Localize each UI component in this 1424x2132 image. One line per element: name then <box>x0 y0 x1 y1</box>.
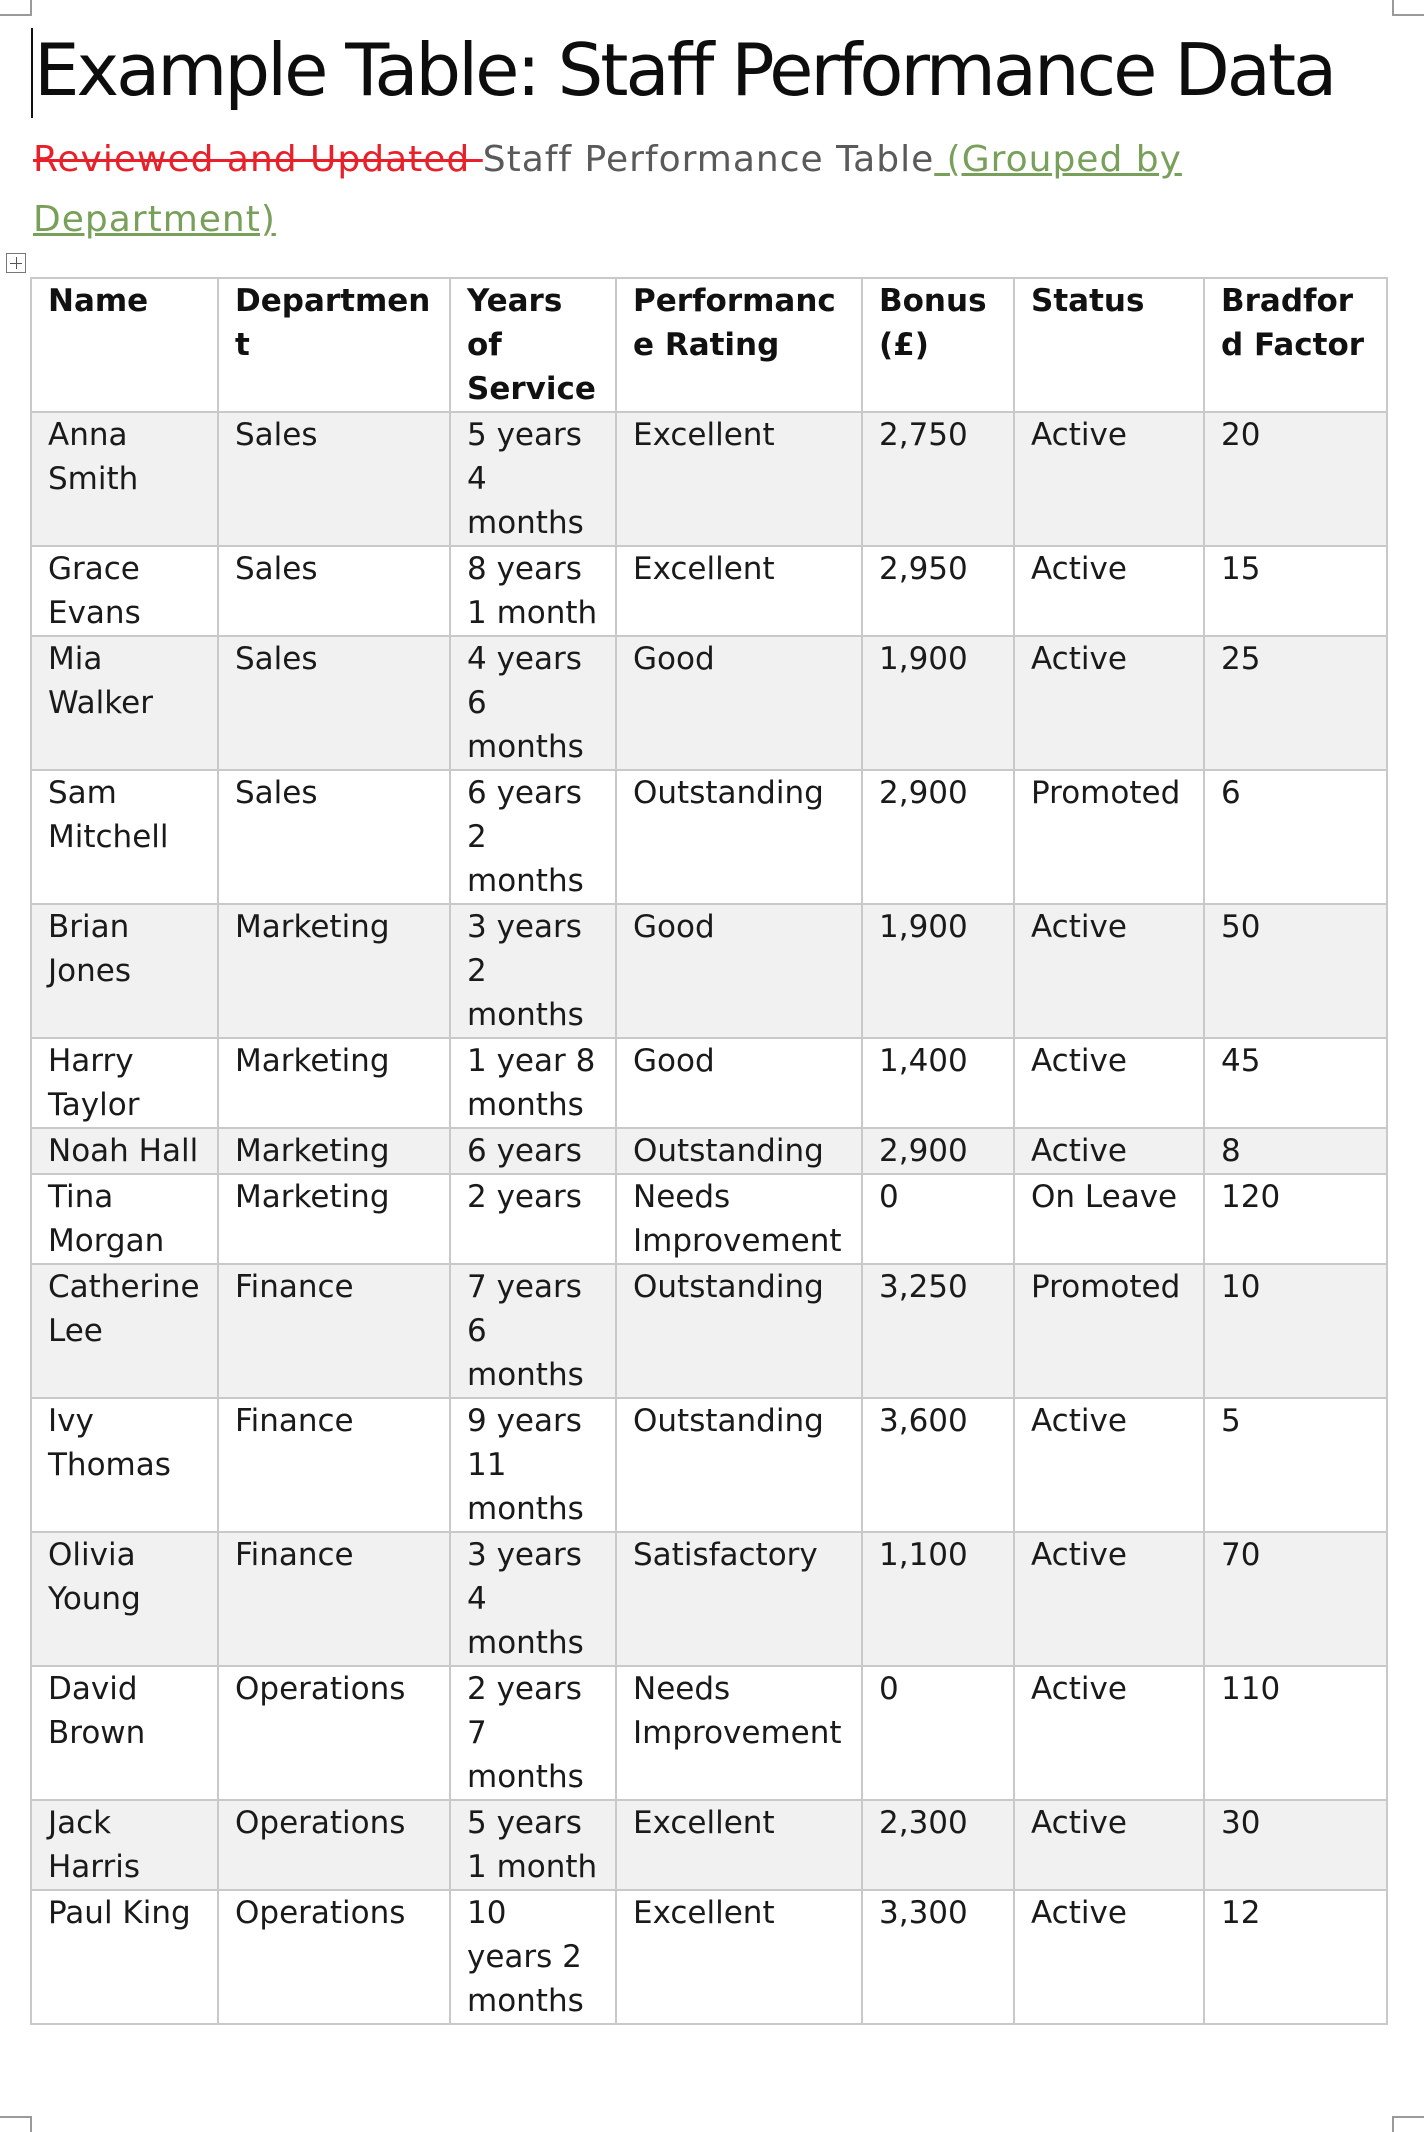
cell-bonus[interactable]: 2,750 <box>862 412 1014 546</box>
cell-status[interactable]: On Leave <box>1014 1174 1204 1264</box>
cell-department[interactable]: Finance <box>218 1264 450 1398</box>
cell-bonus[interactable]: 2,900 <box>862 770 1014 904</box>
cell-department[interactable]: Operations <box>218 1890 450 2024</box>
cell-years-of-service[interactable]: 6 years <box>450 1128 616 1174</box>
cell-bradford-factor[interactable]: 30 <box>1204 1800 1387 1890</box>
subtitle-deleted-text: Reviewed and Updated <box>33 139 483 180</box>
cell-years-of-service[interactable]: 3 years 2 months <box>450 904 616 1038</box>
cell-status[interactable]: Active <box>1014 1890 1204 2024</box>
table-row <box>31 904 1387 1038</box>
cell-bradford-factor[interactable]: 25 <box>1204 636 1387 770</box>
cell-department[interactable]: Sales <box>218 636 450 770</box>
subtitle-text: Staff Performance Table <box>482 139 935 180</box>
cell-bonus[interactable]: 1,900 <box>862 904 1014 1038</box>
cell-performance-rating[interactable]: Outstanding <box>616 1264 862 1398</box>
cell-name[interactable]: Paul King <box>31 1890 218 2024</box>
cell-years-of-service[interactable]: 5 years 4 months <box>450 412 616 546</box>
cell-years-of-service[interactable]: 3 years 4 months <box>450 1532 616 1666</box>
cell-status[interactable]: Active <box>1014 636 1204 770</box>
page-corner-mark-bottom-left <box>0 2116 32 2132</box>
cell-status[interactable]: Active <box>1014 1800 1204 1890</box>
cell-bonus[interactable]: 0 <box>862 1666 1014 1800</box>
cell-bradford-factor[interactable]: 20 <box>1204 412 1387 546</box>
cell-years-of-service[interactable]: 1 year 8 months <box>450 1038 616 1128</box>
staff-performance-table[interactable] <box>30 277 1388 2025</box>
cell-status[interactable]: Active <box>1014 904 1204 1038</box>
cell-bonus[interactable]: 1,400 <box>862 1038 1014 1128</box>
cell-status[interactable]: Active <box>1014 546 1204 636</box>
cell-name[interactable]: Harry Taylor <box>31 1038 218 1128</box>
cell-bonus[interactable]: 2,300 <box>862 1800 1014 1890</box>
cell-performance-rating[interactable]: Excellent <box>616 1800 862 1890</box>
document-subtitle[interactable] <box>33 130 1363 250</box>
table-row <box>31 1264 1387 1398</box>
table-move-handle-icon[interactable] <box>6 253 26 273</box>
cell-bonus[interactable]: 3,250 <box>862 1264 1014 1398</box>
cell-department[interactable]: Sales <box>218 770 450 904</box>
cell-status[interactable]: Promoted <box>1014 770 1204 904</box>
page-corner-mark-bottom-right <box>1392 2116 1424 2132</box>
table-row <box>31 1128 1387 1174</box>
cell-years-of-service[interactable]: 2 years <box>450 1174 616 1264</box>
table-row <box>31 1532 1387 1666</box>
cell-bonus[interactable]: 3,600 <box>862 1398 1014 1532</box>
cell-department[interactable]: Sales <box>218 546 450 636</box>
cell-performance-rating[interactable]: Excellent <box>616 1890 862 2024</box>
cell-performance-rating[interactable]: Good <box>616 904 862 1038</box>
cell-name[interactable]: Mia Walker <box>31 636 218 770</box>
cell-years-of-service[interactable]: 7 years 6 months <box>450 1264 616 1398</box>
cell-name[interactable]: Brian Jones <box>31 904 218 1038</box>
cell-department[interactable]: Marketing <box>218 1128 450 1174</box>
cell-bradford-factor[interactable]: 45 <box>1204 1038 1387 1128</box>
column-header-name[interactable]: Name <box>31 278 218 412</box>
table-row <box>31 1890 1387 2024</box>
cell-name[interactable]: Catherine Lee <box>31 1264 218 1398</box>
cell-bradford-factor[interactable]: 110 <box>1204 1666 1387 1800</box>
cell-bonus[interactable]: 2,900 <box>862 1128 1014 1174</box>
cell-bonus[interactable]: 0 <box>862 1174 1014 1264</box>
text-cursor <box>31 28 33 118</box>
cell-performance-rating[interactable]: Satisfactory <box>616 1532 862 1666</box>
cell-performance-rating[interactable]: Needs Improvement <box>616 1666 862 1800</box>
cell-performance-rating[interactable]: Outstanding <box>616 770 862 904</box>
table-row <box>31 1398 1387 1532</box>
table-header-row <box>31 278 1387 412</box>
page-corner-mark-top-right <box>1392 0 1424 16</box>
cell-performance-rating[interactable]: Excellent <box>616 546 862 636</box>
column-header-performance-rating[interactable]: Performance Rating <box>616 278 862 412</box>
cell-status[interactable]: Active <box>1014 1398 1204 1532</box>
column-header-bonus[interactable]: Bonus (£) <box>862 278 1014 412</box>
cell-status[interactable]: Active <box>1014 1666 1204 1800</box>
subtitle-inserted-text: (Grouped by Department) <box>33 139 1182 240</box>
cell-department[interactable]: Operations <box>218 1666 450 1800</box>
cell-name[interactable]: Sam Mitchell <box>31 770 218 904</box>
page-corner-mark-top-left <box>0 0 32 16</box>
cell-years-of-service[interactable]: 4 years 6 months <box>450 636 616 770</box>
cell-performance-rating[interactable]: Needs Improvement <box>616 1174 862 1264</box>
cell-bonus[interactable]: 3,300 <box>862 1890 1014 2024</box>
cell-name[interactable]: David Brown <box>31 1666 218 1800</box>
cell-years-of-service[interactable]: 2 years 7 months <box>450 1666 616 1800</box>
cell-department[interactable]: Marketing <box>218 1038 450 1128</box>
table-row <box>31 412 1387 546</box>
table-row <box>31 770 1387 904</box>
table-row <box>31 1800 1387 1890</box>
cell-bradford-factor[interactable]: 120 <box>1204 1174 1387 1264</box>
cell-years-of-service[interactable]: 5 years 1 month <box>450 1800 616 1890</box>
cell-status[interactable]: Promoted <box>1014 1264 1204 1398</box>
cell-status[interactable]: Active <box>1014 412 1204 546</box>
cell-years-of-service[interactable]: 8 years 1 month <box>450 546 616 636</box>
cell-bradford-factor[interactable]: 50 <box>1204 904 1387 1038</box>
table-body <box>31 412 1387 2024</box>
cell-status[interactable]: Active <box>1014 1038 1204 1128</box>
cell-bradford-factor[interactable]: 70 <box>1204 1532 1387 1666</box>
cell-bonus[interactable]: 1,100 <box>862 1532 1014 1666</box>
cell-bonus[interactable]: 2,950 <box>862 546 1014 636</box>
cell-bradford-factor[interactable]: 8 <box>1204 1128 1387 1174</box>
cell-name[interactable]: Grace Evans <box>31 546 218 636</box>
cell-name[interactable]: Anna Smith <box>31 412 218 546</box>
table-row <box>31 1174 1387 1264</box>
cell-bradford-factor[interactable]: 6 <box>1204 770 1387 904</box>
column-header-years-of-service[interactable]: Years of Service <box>450 278 616 412</box>
cell-name[interactable]: Tina Morgan <box>31 1174 218 1264</box>
cell-years-of-service[interactable]: 10 years 2 months <box>450 1890 616 2024</box>
cell-performance-rating[interactable]: Excellent <box>616 412 862 546</box>
cell-years-of-service[interactable]: 6 years 2 months <box>450 770 616 904</box>
cell-status[interactable]: Active <box>1014 1128 1204 1174</box>
document-title[interactable]: Example Table: Staff Performance Data <box>34 28 1335 112</box>
cell-bradford-factor[interactable]: 10 <box>1204 1264 1387 1398</box>
cell-status[interactable]: Active <box>1014 1532 1204 1666</box>
cell-performance-rating[interactable]: Good <box>616 636 862 770</box>
cell-bradford-factor[interactable]: 15 <box>1204 546 1387 636</box>
cell-name[interactable]: Olivia Young <box>31 1532 218 1666</box>
cell-performance-rating[interactable]: Good <box>616 1038 862 1128</box>
cell-department[interactable]: Sales <box>218 412 450 546</box>
cell-bradford-factor[interactable]: 12 <box>1204 1890 1387 2024</box>
cell-performance-rating[interactable]: Outstanding <box>616 1128 862 1174</box>
cell-years-of-service[interactable]: 9 years 11 months <box>450 1398 616 1532</box>
cell-bradford-factor[interactable]: 5 <box>1204 1398 1387 1532</box>
cell-department[interactable]: Marketing <box>218 1174 450 1264</box>
cell-name[interactable]: Noah Hall <box>31 1128 218 1174</box>
cell-department[interactable]: Marketing <box>218 904 450 1038</box>
cell-performance-rating[interactable]: Outstanding <box>616 1398 862 1532</box>
column-header-bradford-factor[interactable]: Bradford Factor <box>1204 278 1387 412</box>
cell-bonus[interactable]: 1,900 <box>862 636 1014 770</box>
cell-name[interactable]: Jack Harris <box>31 1800 218 1890</box>
table-row <box>31 636 1387 770</box>
cell-name[interactable]: Ivy Thomas <box>31 1398 218 1532</box>
table-row <box>31 1038 1387 1128</box>
column-header-department[interactable]: Department <box>218 278 450 412</box>
column-header-status[interactable]: Status <box>1014 278 1204 412</box>
cell-department[interactable]: Operations <box>218 1800 450 1890</box>
table-row <box>31 546 1387 636</box>
cell-department[interactable]: Finance <box>218 1532 450 1666</box>
table-row <box>31 1666 1387 1800</box>
cell-department[interactable]: Finance <box>218 1398 450 1532</box>
